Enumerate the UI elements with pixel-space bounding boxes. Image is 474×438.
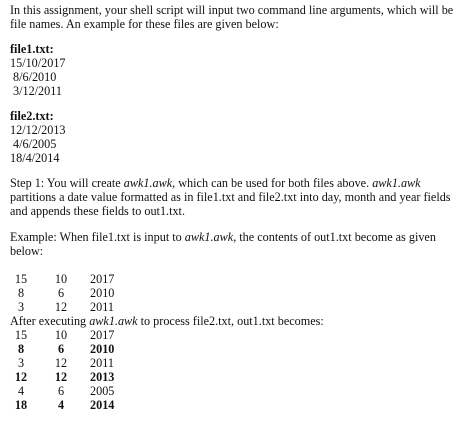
file2-line: 12/12/2013 [10, 123, 66, 137]
day-cell: 3 [17, 356, 25, 370]
day-cell: 15 [14, 328, 28, 342]
file1-line: 8/6/2010 [13, 70, 57, 84]
table-row [10, 356, 150, 370]
year-cell: 2017 [90, 272, 115, 286]
month-cell: 10 [54, 328, 68, 342]
step1-prefix: Step 1: You will create [10, 176, 124, 190]
out1-table-after-file2 [10, 328, 150, 412]
table-row [10, 342, 150, 356]
script-name: awk1.awk [372, 176, 421, 190]
file1-line: 3/12/2011 [13, 84, 62, 98]
year-cell: 2010 [90, 286, 115, 300]
file1-block [10, 42, 466, 98]
example-paragraph [10, 230, 466, 258]
month-cell: 4 [57, 398, 65, 412]
after-suffix: to process file2.txt, out1.txt becomes: [137, 314, 324, 328]
year-cell: 2017 [90, 328, 115, 342]
example-prefix: Example: When file1.txt is input to [10, 230, 185, 244]
file2-heading: file2.txt: [10, 109, 54, 123]
day-cell: 18 [14, 398, 28, 412]
day-cell: 4 [17, 384, 25, 398]
table-body [10, 272, 150, 314]
script-name: awk1.awk [89, 314, 138, 328]
year-cell: 2011 [90, 356, 114, 370]
month-cell: 6 [57, 286, 65, 300]
month-cell: 6 [57, 384, 65, 398]
month-cell: 12 [54, 370, 68, 384]
file1-line: 15/10/2017 [10, 56, 66, 70]
example-suffix: , the contents of out1.txt become as given below: [10, 230, 436, 258]
month-cell: 10 [54, 272, 68, 286]
year-cell: 2014 [90, 398, 115, 412]
file2-line: 18/4/2014 [10, 151, 60, 165]
day-cell: 12 [14, 370, 28, 384]
intro-paragraph: In this assignment, your shell script will input two command line arguments, which will be file names. An example for these files are given below: [10, 3, 454, 31]
after-paragraph [10, 314, 466, 328]
year-cell: 2013 [90, 370, 115, 384]
day-cell: 3 [17, 300, 25, 314]
step1-middle: , which can be used for both files above. [172, 176, 373, 190]
day-cell: 8 [17, 286, 25, 300]
table-row [10, 328, 150, 342]
table-body [10, 328, 150, 412]
after-prefix: After executing [10, 314, 90, 328]
table-row [10, 300, 150, 314]
assignment-document [10, 3, 466, 412]
file1-heading: file1.txt: [10, 42, 54, 56]
table-row [10, 286, 150, 300]
script-name: awk1.awk [184, 230, 234, 244]
month-cell: 12 [54, 300, 68, 314]
script-name: awk1.awk [123, 176, 173, 190]
step1-suffix: partitions a date value formatted as in file1.txt and file2.txt into day, month and year fields and appends these fields to out1.txt. [10, 190, 451, 218]
year-cell: 2010 [90, 342, 115, 356]
day-cell: 15 [14, 272, 28, 286]
year-cell: 2005 [90, 384, 115, 398]
year-cell: 2011 [90, 300, 114, 314]
file2-line: 4/6/2005 [13, 137, 57, 151]
month-cell: 6 [57, 342, 65, 356]
table-row [10, 370, 150, 384]
step1-paragraph [10, 176, 458, 218]
table-row [10, 398, 150, 412]
day-cell: 8 [17, 342, 25, 356]
table-row [10, 272, 150, 286]
table-row [10, 384, 150, 398]
out1-table-after-file1 [10, 272, 150, 314]
file2-block [10, 109, 466, 165]
month-cell: 12 [54, 356, 68, 370]
